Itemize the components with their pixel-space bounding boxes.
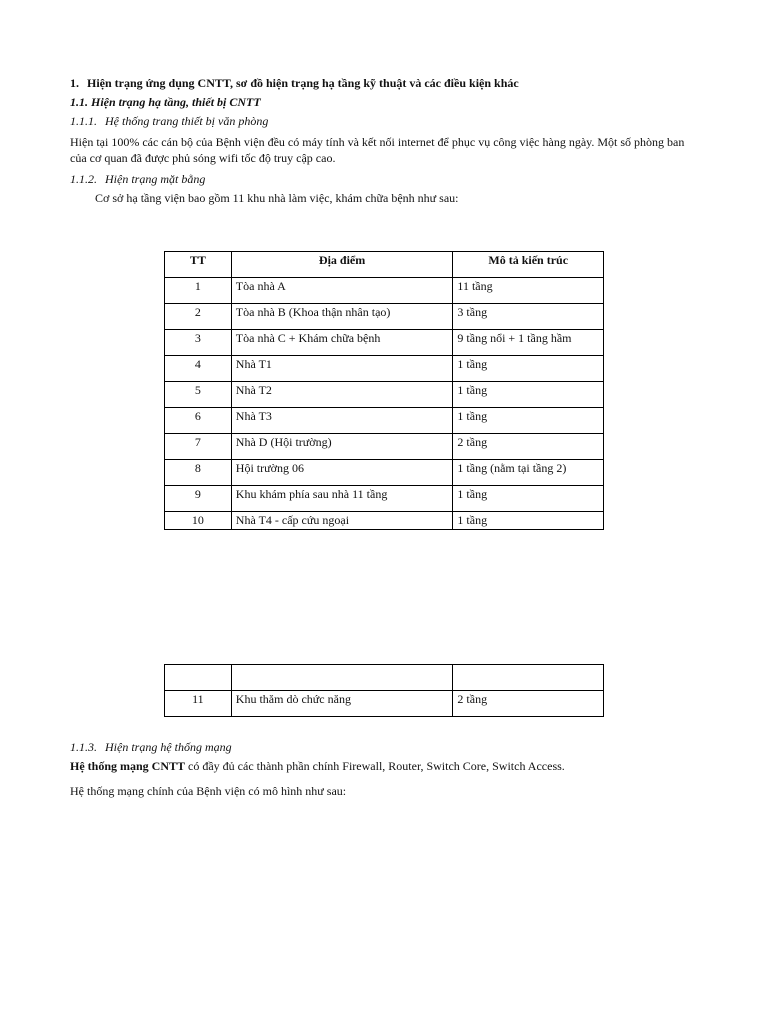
- cell-location: Tòa nhà A: [231, 278, 453, 304]
- cell-architecture: 3 tầng: [453, 304, 604, 330]
- table-row: [165, 356, 604, 382]
- heading-1-1-3-number: 1.1.3.: [70, 740, 97, 754]
- cell-architecture: 2 tầng: [453, 434, 604, 460]
- cell-tt: 1: [165, 278, 232, 304]
- heading-1-number: 1.: [70, 76, 79, 90]
- heading-1: [70, 75, 700, 91]
- paragraph-network-model: Hệ thống mạng chính của Bệnh viện có mô hình như sau:: [70, 784, 347, 798]
- cell-architecture: 1 tầng (nằm tại tầng 2): [453, 460, 604, 486]
- cell-location: Khu khám phía sau nhà 11 tầng: [231, 486, 453, 512]
- heading-1-1-1-number: 1.1.1.: [70, 114, 97, 128]
- table-row: [165, 382, 604, 408]
- table-header-row: [165, 252, 604, 278]
- heading-1-1: 1.1. Hiện trạng hạ tầng, thiết bị CNTT: [70, 95, 261, 109]
- heading-1-text: Hiện trạng ứng dụng CNTT, sơ đồ hiện trạng hạ tầng kỹ thuật và các điều kiện khác: [87, 76, 519, 90]
- cell-location: Nhà D (Hội trường): [231, 434, 453, 460]
- heading-1-1-3: [70, 739, 700, 755]
- buildings-table: [164, 251, 604, 530]
- header-tt: TT: [165, 252, 232, 278]
- heading-1-1-2-title: Hiện trạng mặt bằng: [105, 172, 206, 186]
- cell-architecture: 11 tầng: [453, 278, 604, 304]
- cell-location: Nhà T3: [231, 408, 453, 434]
- table-row: [165, 304, 604, 330]
- cell-tt: 8: [165, 460, 232, 486]
- table-row: [165, 691, 604, 717]
- cell-location: Nhà T1: [231, 356, 453, 382]
- cell-tt: 10: [165, 512, 232, 530]
- table-row: [165, 408, 604, 434]
- cell-architecture: 1 tầng: [453, 356, 604, 382]
- paragraph-office-equipment: Hiện tại 100% các cán bộ của Bệnh viện đều có máy tính và kết nối internet để phục vụ công việc hàng ngày. Một số phòng ban của cơ quan đã được phủ sóng wifi tốc độ truy cập cao.: [70, 135, 685, 166]
- cell-architecture: 1 tầng: [453, 512, 604, 530]
- cell-tt: 11: [165, 691, 232, 717]
- buildings-table-continued: [164, 664, 604, 717]
- paragraph-site-layout: Cơ sở hạ tầng viện bao gồm 11 khu nhà làm việc, khám chữa bệnh như sau:: [95, 191, 459, 205]
- cell-location: [231, 665, 453, 691]
- cell-location: Hội trường 06: [231, 460, 453, 486]
- table-row: [165, 460, 604, 486]
- cell-tt: 5: [165, 382, 232, 408]
- heading-1-1-2-number: 1.1.2.: [70, 172, 97, 186]
- cell-tt: 7: [165, 434, 232, 460]
- table-row: [165, 278, 604, 304]
- cell-location: Tòa nhà C + Khám chữa bệnh: [231, 330, 453, 356]
- cell-architecture: 1 tầng: [453, 382, 604, 408]
- header-architecture: Mô tả kiến trúc: [453, 252, 604, 278]
- cell-location: Nhà T4 - cấp cứu ngoại: [231, 512, 453, 530]
- cell-tt: 4: [165, 356, 232, 382]
- table-row: [165, 512, 604, 530]
- header-location: Địa điểm: [231, 252, 453, 278]
- cell-location: Tòa nhà B (Khoa thận nhân tạo): [231, 304, 453, 330]
- cell-tt: 3: [165, 330, 232, 356]
- cell-tt: 6: [165, 408, 232, 434]
- cell-architecture: 2 tầng: [453, 691, 604, 717]
- heading-1-1-1: [70, 113, 700, 129]
- network-description: có đầy đủ các thành phần chính Firewall, Router, Switch Core, Switch Access.: [185, 759, 565, 773]
- cell-architecture: 9 tầng nổi + 1 tầng hầm: [453, 330, 604, 356]
- network-term: Hệ thống mạng CNTT: [70, 759, 186, 773]
- table-row: [165, 486, 604, 512]
- heading-1-1-3-title: Hiện trạng hệ thống mạng: [105, 740, 232, 754]
- heading-1-1-1-title: Hệ thống trang thiết bị văn phòng: [105, 114, 269, 128]
- table-row: [165, 330, 604, 356]
- cell-location: Nhà T2: [231, 382, 453, 408]
- table-row: [165, 665, 604, 691]
- table-row: [165, 434, 604, 460]
- heading-1-1-2: [70, 171, 700, 187]
- cell-architecture: [453, 665, 604, 691]
- paragraph-network: [70, 758, 700, 774]
- cell-tt: [165, 665, 232, 691]
- cell-architecture: 1 tầng: [453, 408, 604, 434]
- cell-location: Khu thăm dò chức năng: [231, 691, 453, 717]
- cell-tt: 2: [165, 304, 232, 330]
- cell-architecture: 1 tầng: [453, 486, 604, 512]
- cell-tt: 9: [165, 486, 232, 512]
